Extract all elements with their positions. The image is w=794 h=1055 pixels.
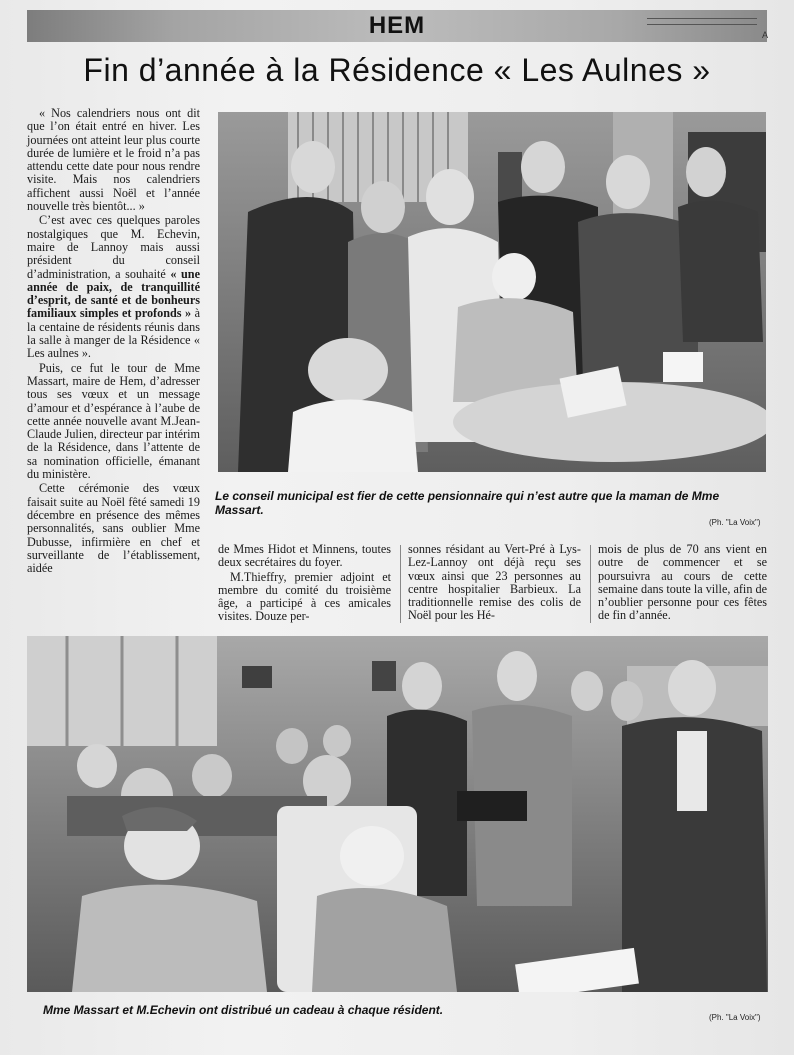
section-title: HEM bbox=[368, 12, 426, 39]
column-divider bbox=[590, 545, 591, 623]
article-column-4 bbox=[598, 543, 767, 623]
quote-bold: « une année de paix, de tranquillité d’esprit, de santé et de bonheurs familiaux simples et profonds » bbox=[27, 266, 200, 321]
paragraph: Cette cérémonie des vœux faisait suite au Noël fêté samedi 19 décembre en présence des mêmes personnalités, sans oublier Mme Dubusse, infirmière en chef et surveillante de l’établissement, aidée bbox=[27, 481, 200, 576]
paragraph: de Mmes Hidot et Minnens, toutes deux secrétaires du foyer. bbox=[218, 542, 391, 570]
section-header-bar bbox=[27, 10, 767, 42]
article-column-3 bbox=[408, 543, 581, 623]
photo2-caption: Mme Massart et M.Echevin ont distribué un cadeau à chaque résident. bbox=[43, 1003, 444, 1017]
header-rule bbox=[647, 24, 757, 25]
paragraph: M.Thieffry, premier adjoint et membre du comité du troisième âge, a participé à ces amicales visites. Douze per- bbox=[218, 569, 391, 624]
paragraph: Puis, ce fut le tour de Mme Massart, maire de Hem, d’adresser tous ses vœux et un message d’amour et d’espérance à l’aube de cette année nouvelle avant M.Jean-Claude Julien, directeur par intérim de la Résidence, dans l’attente de sa nomination officielle, émanant du ministère. bbox=[27, 360, 200, 482]
paragraph: C’est avec ces quelques paroles nostalgiques que M. Echevin, maire de Lannoy mais aussi président du conseil d’administration, a souhaité « une année de paix, de tranquillité d’esprit, de santé et de bonheurs familiaux simples et profonds » à la centaine de résidents réunis dans la salle à manger de la Résidence « Les aulnes ». bbox=[27, 213, 200, 361]
photo2-credit: (Ph. "La Voix") bbox=[709, 1013, 761, 1022]
photo-gift-distribution bbox=[27, 636, 768, 992]
photo-illustration bbox=[27, 636, 768, 992]
photo1-credit: (Ph. "La Voix") bbox=[709, 518, 761, 527]
photo1-caption: Le conseil municipal est fier de cette pensionnaire qui n’est autre que la maman de Mme Massart. bbox=[215, 489, 720, 517]
paragraph: mois de plus de 70 ans vient en outre de commencer et se poursuivra au cours de cette semaine dans toute la ville, afin de n’oublier personne pour ces fêtes de fin d’année. bbox=[598, 542, 767, 623]
paragraph: « Nos calendriers nous ont dit que l’on était entré en hiver. Les journées ont atteint leur plus courte durée de lumière et le froid n’a pas attendu cette date pour nous rendre visite. Mais nos calendriers affichent aussi Noël et l’année nouvelle très bientôt... » bbox=[27, 106, 200, 214]
header-rule bbox=[647, 18, 757, 19]
edge-mark: A bbox=[762, 30, 769, 40]
photo-council-with-resident bbox=[218, 112, 766, 472]
photo-illustration bbox=[218, 112, 766, 472]
article-left-column bbox=[27, 107, 200, 575]
paragraph: sonnes résidant au Vert-Pré à Lys-Lez-Lannoy ont déjà reçu ses vœux ainsi que 23 personnes au centre hospitalier Barbieux. La traditionnelle remise des colis de Noël pour les Hé- bbox=[408, 542, 581, 623]
article-column-2 bbox=[218, 543, 391, 624]
column-divider bbox=[400, 545, 401, 623]
headline: Fin d’année à la Résidence « Les Aulnes » bbox=[83, 52, 711, 88]
